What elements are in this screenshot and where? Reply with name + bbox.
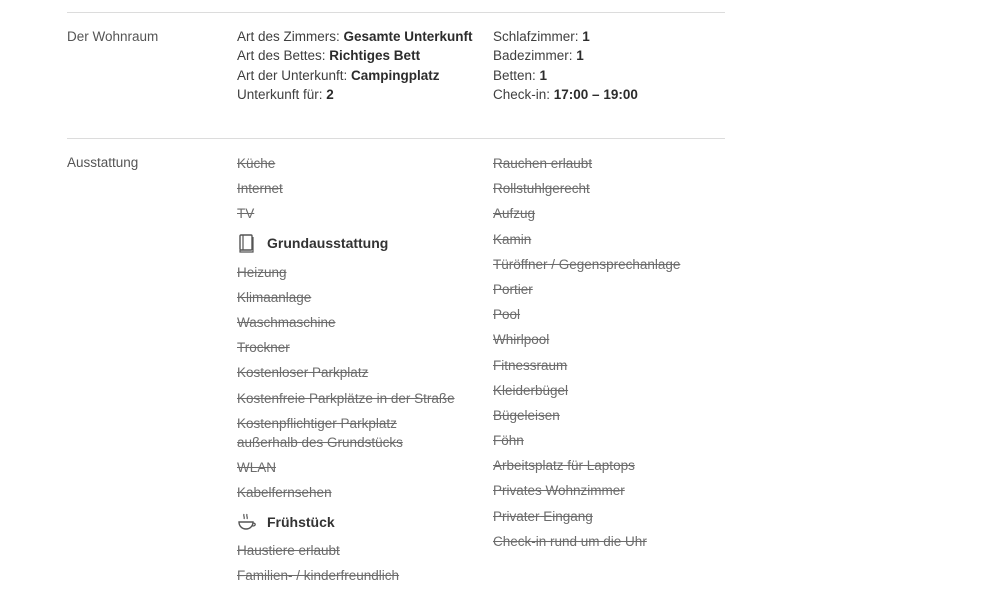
bed-type-label: Art des Bettes: (237, 48, 330, 64)
checkin-row (493, 85, 723, 104)
bed-type-value: Richtiges Bett (329, 48, 421, 64)
amenity-item: Klimaanlage (237, 289, 312, 305)
bathrooms-row (493, 46, 723, 65)
room-type-row (237, 27, 473, 46)
amenity-group-breakfast (237, 505, 477, 538)
amenity-item: Waschmaschine (237, 314, 336, 330)
amenities-left-column (237, 151, 477, 588)
room-type-value: Gesamte Unterkunft (343, 29, 473, 44)
amenity-item: Familien- / kinderfreundlich (237, 568, 400, 584)
amenity-item: Internet (237, 181, 283, 197)
property-type-label: Art der Unterkunft: (237, 67, 352, 83)
amenity-item: WLAN (237, 459, 277, 475)
bedrooms-value: 1 (582, 29, 590, 44)
amenity-group-basic (237, 227, 477, 260)
top-divider (67, 12, 725, 13)
amenity-item: Kabelfernsehen (237, 484, 332, 500)
property-type-value: Campingplatz (351, 67, 440, 83)
checkin-label: Check-in: (493, 86, 554, 102)
accommodates-row (237, 85, 457, 104)
amenity-item: Fitnessraum (493, 357, 568, 373)
amenity-item: TV (237, 206, 255, 222)
amenity-item: Rollstuhlgerecht (493, 181, 590, 197)
amenity-item: Trockner (237, 340, 290, 356)
section-label-amenities: Ausstattung (67, 155, 139, 170)
coffee-cup-icon (237, 512, 257, 532)
bathrooms-label: Badezimmer: (493, 48, 577, 64)
amenity-item: Portier (493, 281, 533, 297)
amenity-item: Whirlpool (493, 332, 550, 348)
amenity-item: Türöffner / Gegensprechanlage (493, 256, 681, 272)
amenity-item: Kleiderbügel (493, 382, 569, 398)
accommodates-label: Unterkunft für: (237, 86, 327, 102)
bedrooms-label: Schlafzimmer: (493, 29, 583, 44)
section-divider (67, 138, 725, 139)
amenity-item: Rauchen erlaubt (493, 156, 593, 171)
bedrooms-row (493, 27, 723, 46)
amenity-item: Föhn (493, 433, 524, 449)
accommodates-value: 2 (326, 86, 334, 102)
beds-row (493, 66, 723, 85)
beds-label: Betten: (493, 67, 540, 83)
checkin-value: 17:00 – 19:00 (553, 86, 638, 102)
amenities-right-column (493, 151, 733, 554)
amenity-item: Check-in rund um die Uhr (493, 533, 647, 549)
amenity-item: Haustiere erlaubt (237, 543, 340, 559)
property-type-row (237, 66, 457, 85)
room-type-label: Art des Zimmers: (237, 29, 344, 44)
amenity-item: Arbeitsplatz für Laptops (493, 458, 635, 474)
amenity-item: Kostenpflichtiger Parkplatz außerhalb des Grundstücks (237, 415, 403, 450)
amenity-item: Kostenfreie Parkplätze in der Straße (237, 390, 455, 406)
amenity-item: Privater Eingang (493, 508, 593, 524)
amenity-item: Küche (237, 156, 276, 171)
amenity-group-title: Frühstück (267, 513, 335, 530)
amenity-item: Kamin (493, 231, 532, 247)
amenity-item: Privates Wohnzimmer (493, 483, 625, 499)
living-space-left-column (237, 27, 473, 104)
amenity-group-title: Grundausstattung (267, 235, 389, 252)
amenity-item: Pool (493, 307, 521, 323)
amenity-item: Aufzug (493, 206, 536, 222)
amenity-item: Bügeleisen (493, 407, 560, 423)
beds-value: 1 (539, 67, 548, 83)
section-label-living-space: Der Wohnraum (67, 29, 159, 44)
living-space-right-column (493, 27, 723, 104)
amenity-item: Kostenloser Parkplatz (237, 365, 369, 381)
bed-type-row (237, 46, 457, 65)
amenity-item: Heizung (237, 264, 287, 280)
bathrooms-value: 1 (576, 48, 584, 64)
book-icon (237, 233, 257, 253)
